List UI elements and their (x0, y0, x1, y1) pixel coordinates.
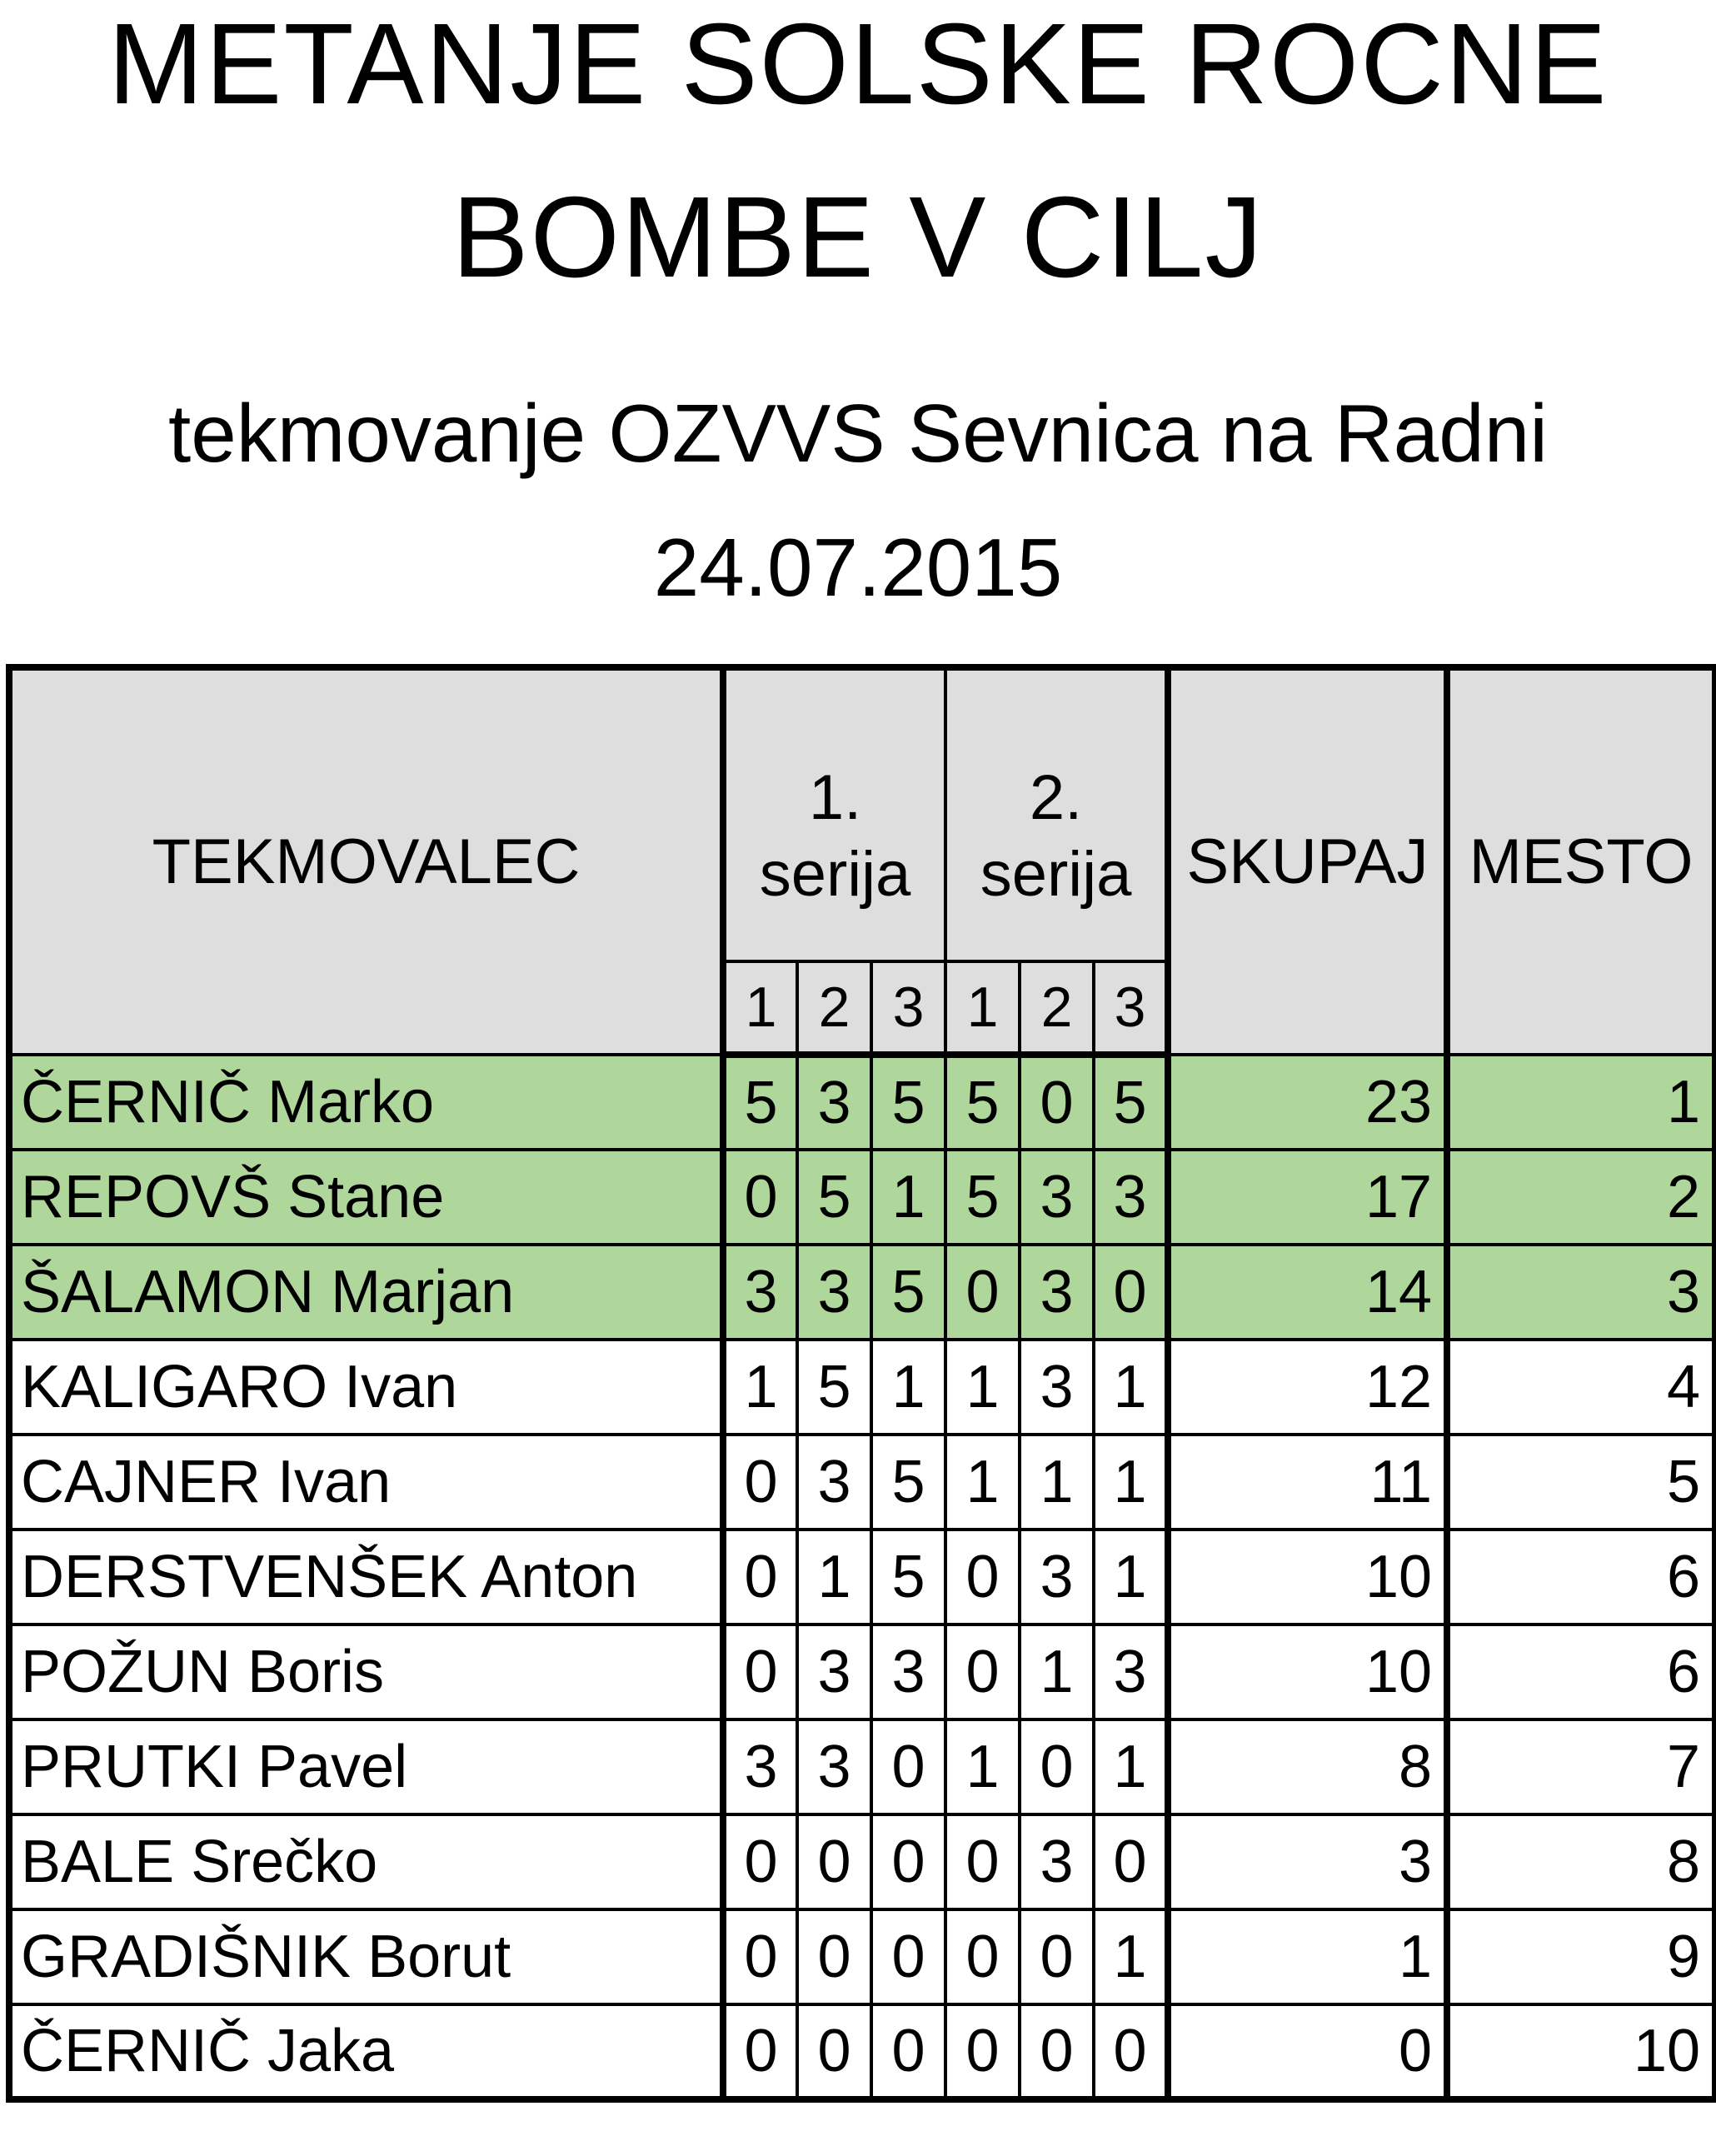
throw-score: 0 (945, 1245, 1020, 1340)
throw-score: 0 (1020, 1055, 1094, 1150)
header-throw: 3 (1094, 961, 1168, 1055)
subtitle-event: tekmovanje OZVVS Sevnica na Radni (168, 387, 1548, 479)
competitor-name: DERSTVENŠEK Anton (9, 1530, 723, 1624)
competitor-name: KALIGARO Ivan (9, 1340, 723, 1435)
throw-score: 3 (1020, 1530, 1094, 1624)
throw-score: 0 (1020, 2004, 1094, 2099)
throw-score: 0 (723, 2004, 797, 2099)
throw-score: 3 (1020, 1814, 1094, 1909)
place: 6 (1447, 1624, 1715, 1719)
throw-score: 0 (723, 1624, 797, 1719)
throw-score: 5 (945, 1150, 1020, 1245)
place: 3 (1447, 1245, 1715, 1340)
throw-score: 0 (1020, 1719, 1094, 1814)
total-score: 8 (1168, 1719, 1447, 1814)
header-competitor: TEKMOVALEC (9, 667, 723, 1055)
header-series-2-label: serija (980, 838, 1132, 910)
throw-score: 0 (945, 1814, 1020, 1909)
throw-score: 0 (945, 1909, 1020, 2004)
header-throw: 1 (723, 961, 797, 1055)
header-series-2 (945, 667, 1168, 961)
table-row (9, 2004, 1715, 2099)
throw-score: 0 (723, 1530, 797, 1624)
throw-score: 0 (871, 1909, 945, 2004)
header-series-1 (723, 667, 945, 961)
total-score: 10 (1168, 1624, 1447, 1719)
competitor-name: ČERNIČ Jaka (9, 2004, 723, 2099)
throw-score: 0 (1094, 1245, 1168, 1340)
throw-score: 0 (723, 1814, 797, 1909)
header-series-1-number: 1. (808, 761, 862, 833)
throw-score: 5 (871, 1435, 945, 1530)
place: 10 (1447, 2004, 1715, 2099)
table-row (9, 1530, 1715, 1624)
throw-score: 3 (797, 1055, 871, 1150)
place: 8 (1447, 1814, 1715, 1909)
results-table (6, 664, 1716, 2103)
competitor-name: ČERNIČ Marko (9, 1055, 723, 1150)
competitor-name: REPOVŠ Stane (9, 1150, 723, 1245)
results-table-head (9, 667, 1715, 1055)
table-row (9, 1814, 1715, 1909)
table-row (9, 1245, 1715, 1340)
throw-score: 3 (1020, 1245, 1094, 1340)
throw-score: 1 (945, 1435, 1020, 1530)
throw-score: 5 (1094, 1055, 1168, 1150)
throw-score: 0 (723, 1435, 797, 1530)
header-series-2-number: 2. (1029, 761, 1083, 833)
throw-score: 1 (945, 1719, 1020, 1814)
total-score: 14 (1168, 1245, 1447, 1340)
header-throw: 3 (871, 961, 945, 1055)
header-throw: 2 (797, 961, 871, 1055)
header-place: MESTO (1447, 667, 1715, 1055)
throw-score: 3 (1094, 1150, 1168, 1245)
throw-score: 0 (1094, 1814, 1168, 1909)
total-score: 12 (1168, 1340, 1447, 1435)
throw-score: 0 (723, 1150, 797, 1245)
place: 2 (1447, 1150, 1715, 1245)
throw-score: 3 (871, 1624, 945, 1719)
place: 7 (1447, 1719, 1715, 1814)
table-row (9, 1909, 1715, 2004)
throw-score: 5 (723, 1055, 797, 1150)
total-score: 23 (1168, 1055, 1447, 1150)
header-series-1-label: serija (759, 838, 911, 910)
throw-score: 0 (871, 1719, 945, 1814)
throw-score: 5 (945, 1055, 1020, 1150)
throw-score: 1 (871, 1150, 945, 1245)
throw-score: 3 (797, 1435, 871, 1530)
throw-score: 1 (1094, 1340, 1168, 1435)
title-line-1: METANJE SOLSKE ROCNE (107, 0, 1609, 128)
throw-score: 0 (1020, 1909, 1094, 2004)
total-score: 11 (1168, 1435, 1447, 1530)
table-row (9, 1150, 1715, 1245)
throw-score: 1 (1094, 1435, 1168, 1530)
title-line-2: BOMBE V CILJ (451, 173, 1265, 302)
table-row (9, 1719, 1715, 1814)
table-row (9, 1055, 1715, 1150)
throw-score: 1 (945, 1340, 1020, 1435)
competitor-name: POŽUN Boris (9, 1624, 723, 1719)
total-score: 10 (1168, 1530, 1447, 1624)
throw-score: 5 (871, 1245, 945, 1340)
throw-score: 0 (797, 1909, 871, 2004)
competitor-name: PRUTKI Pavel (9, 1719, 723, 1814)
throw-score: 3 (1020, 1340, 1094, 1435)
throw-score: 1 (1094, 1719, 1168, 1814)
throw-score: 3 (797, 1719, 871, 1814)
throw-score: 1 (797, 1530, 871, 1624)
place: 1 (1447, 1055, 1715, 1150)
throw-score: 5 (797, 1340, 871, 1435)
competitor-name: BALE Srečko (9, 1814, 723, 1909)
throw-score: 1 (871, 1340, 945, 1435)
throw-score: 1 (1020, 1435, 1094, 1530)
place: 6 (1447, 1530, 1715, 1624)
throw-score: 3 (723, 1245, 797, 1340)
throw-score: 3 (723, 1719, 797, 1814)
subtitle-date: 24.07.2015 (653, 522, 1063, 613)
throw-score: 3 (797, 1624, 871, 1719)
table-row (9, 1340, 1715, 1435)
throw-score: 0 (797, 1814, 871, 1909)
place: 5 (1447, 1435, 1715, 1530)
header-total: SKUPAJ (1168, 667, 1447, 1055)
competitor-name: ŠALAMON Marjan (9, 1245, 723, 1340)
throw-score: 1 (1094, 1909, 1168, 2004)
competitor-name: CAJNER Ivan (9, 1435, 723, 1530)
total-score: 17 (1168, 1150, 1447, 1245)
throw-score: 0 (723, 1909, 797, 2004)
competitor-name: GRADIŠNIK Borut (9, 1909, 723, 2004)
table-row (9, 1624, 1715, 1719)
throw-score: 1 (723, 1340, 797, 1435)
total-score: 0 (1168, 2004, 1447, 2099)
throw-score: 3 (797, 1245, 871, 1340)
throw-score: 0 (871, 1814, 945, 1909)
throw-score: 1 (1020, 1624, 1094, 1719)
throw-score: 0 (945, 1624, 1020, 1719)
throw-score: 0 (945, 2004, 1020, 2099)
results-table-body (9, 1055, 1715, 2099)
total-score: 3 (1168, 1814, 1447, 1909)
throw-score: 1 (1094, 1530, 1168, 1624)
total-score: 1 (1168, 1909, 1447, 2004)
throw-score: 0 (797, 2004, 871, 2099)
header-throw: 1 (945, 961, 1020, 1055)
throw-score: 3 (1094, 1624, 1168, 1719)
throw-score: 5 (797, 1150, 871, 1245)
throw-score: 5 (871, 1055, 945, 1150)
throw-score: 3 (1020, 1150, 1094, 1245)
place: 4 (1447, 1340, 1715, 1435)
throw-score: 0 (871, 2004, 945, 2099)
throw-score: 0 (945, 1530, 1020, 1624)
throw-score: 0 (1094, 2004, 1168, 2099)
header-throw: 2 (1020, 961, 1094, 1055)
throw-score: 5 (871, 1530, 945, 1624)
place: 9 (1447, 1909, 1715, 2004)
table-row (9, 1435, 1715, 1530)
